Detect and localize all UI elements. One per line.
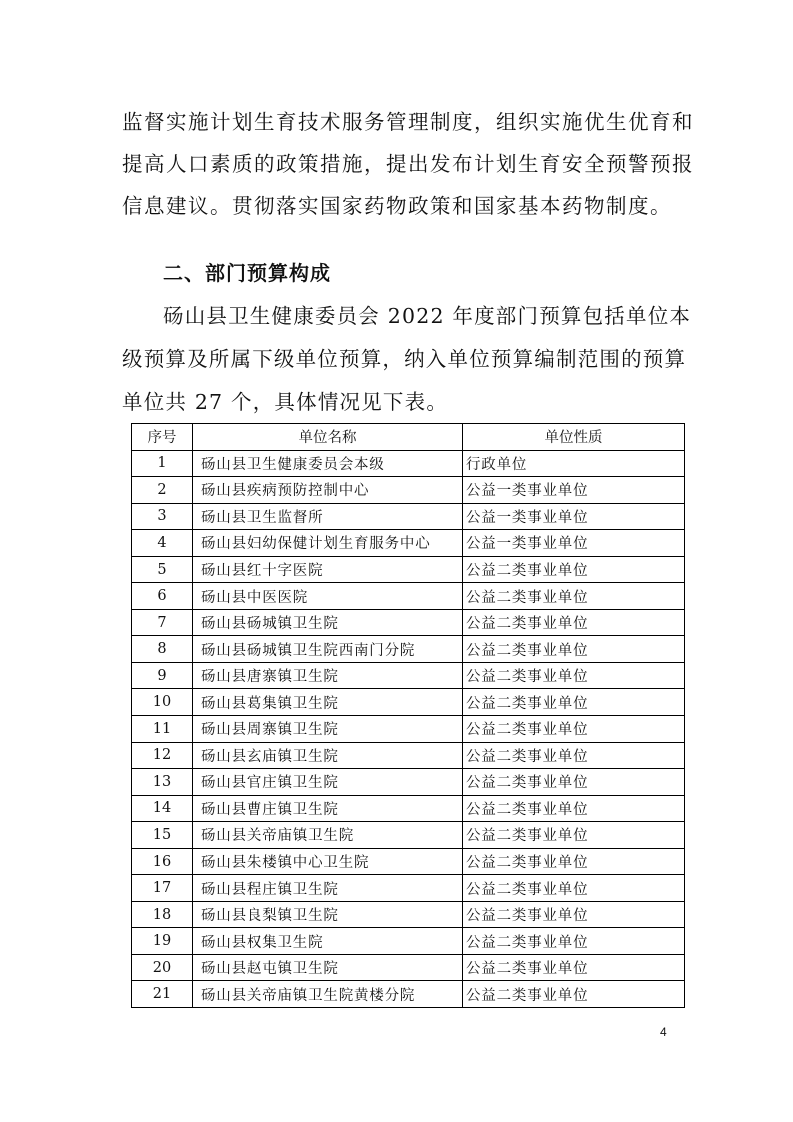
cell-serial-number: 18 bbox=[132, 901, 193, 928]
cell-serial-number: 21 bbox=[132, 981, 193, 1008]
page-number: 4 bbox=[660, 1025, 667, 1039]
table-row bbox=[132, 477, 685, 504]
section-line: 砀山县卫生健康委员会 2022 年度部门预算包括单位本 bbox=[163, 304, 692, 328]
cell-unit-nature: 公益二类事业单位 bbox=[463, 875, 685, 902]
table-row bbox=[132, 981, 685, 1008]
intro-line: 提高人口素质的政策措施，提出发布计划生育安全预警预报 bbox=[122, 152, 694, 176]
section-line: 级预算及所属下级单位预算，纳入单位预算编制范围的预算 bbox=[122, 347, 687, 371]
cell-unit-name: 砀山县疾病预防控制中心 bbox=[193, 477, 463, 504]
cell-unit-name: 砀山县卫生监督所 bbox=[193, 503, 463, 530]
table-row bbox=[132, 556, 685, 583]
cell-unit-name: 砀山县玄庙镇卫生院 bbox=[193, 742, 463, 769]
table-row bbox=[132, 928, 685, 955]
cell-unit-nature: 公益二类事业单位 bbox=[463, 716, 685, 743]
cell-serial-number: 20 bbox=[132, 954, 193, 981]
cell-unit-nature: 公益二类事业单位 bbox=[463, 556, 685, 583]
table-row bbox=[132, 450, 685, 477]
cell-unit-name: 砀山县赵屯镇卫生院 bbox=[193, 954, 463, 981]
table-row bbox=[132, 822, 685, 849]
cell-serial-number: 11 bbox=[132, 716, 193, 743]
intro-paragraph bbox=[122, 101, 694, 227]
section-line: 单位共 27 个，具体情况见下表。 bbox=[122, 390, 449, 414]
cell-serial-number: 16 bbox=[132, 848, 193, 875]
table-row bbox=[132, 954, 685, 981]
table-row bbox=[132, 662, 685, 689]
cell-unit-name: 砀山县曹庄镇卫生院 bbox=[193, 795, 463, 822]
table-row bbox=[132, 636, 685, 663]
cell-serial-number: 9 bbox=[132, 662, 193, 689]
cell-serial-number: 6 bbox=[132, 583, 193, 610]
table-row bbox=[132, 689, 685, 716]
cell-unit-nature: 公益一类事业单位 bbox=[463, 503, 685, 530]
table-row bbox=[132, 848, 685, 875]
cell-unit-name: 砀山县唐寨镇卫生院 bbox=[193, 662, 463, 689]
table-row bbox=[132, 609, 685, 636]
header-unit-name: 单位名称 bbox=[193, 424, 463, 451]
cell-unit-nature: 公益二类事业单位 bbox=[463, 769, 685, 796]
table-body bbox=[132, 450, 685, 1007]
header-unit-nature: 单位性质 bbox=[463, 424, 685, 451]
cell-unit-nature: 公益一类事业单位 bbox=[463, 477, 685, 504]
cell-unit-name: 砀山县关帝庙镇卫生院黄楼分院 bbox=[193, 981, 463, 1008]
cell-unit-name: 砀山县关帝庙镇卫生院 bbox=[193, 822, 463, 849]
cell-serial-number: 5 bbox=[132, 556, 193, 583]
cell-unit-name: 砀山县程庄镇卫生院 bbox=[193, 875, 463, 902]
cell-unit-name: 砀山县红十字医院 bbox=[193, 556, 463, 583]
cell-unit-nature: 公益二类事业单位 bbox=[463, 662, 685, 689]
cell-unit-name: 砀山县葛集镇卫生院 bbox=[193, 689, 463, 716]
cell-serial-number: 8 bbox=[132, 636, 193, 663]
section-paragraph bbox=[122, 295, 692, 424]
intro-line: 信息建议。贯彻落实国家药物政策和国家基本药物制度。 bbox=[122, 194, 672, 218]
cell-unit-name: 砀山县权集卫生院 bbox=[193, 928, 463, 955]
table-row bbox=[132, 795, 685, 822]
cell-unit-nature: 公益二类事业单位 bbox=[463, 609, 685, 636]
cell-unit-name: 砀山县中医医院 bbox=[193, 583, 463, 610]
table-row bbox=[132, 901, 685, 928]
cell-unit-name: 砀山县砀城镇卫生院西南门分院 bbox=[193, 636, 463, 663]
table-row bbox=[132, 530, 685, 557]
cell-unit-nature: 公益二类事业单位 bbox=[463, 583, 685, 610]
cell-serial-number: 19 bbox=[132, 928, 193, 955]
cell-unit-nature: 公益二类事业单位 bbox=[463, 689, 685, 716]
cell-unit-nature: 公益二类事业单位 bbox=[463, 742, 685, 769]
table-row bbox=[132, 716, 685, 743]
cell-serial-number: 2 bbox=[132, 477, 193, 504]
table-row bbox=[132, 875, 685, 902]
intro-line: 监督实施计划生育技术服务管理制度，组织实施优生优育和 bbox=[122, 110, 694, 134]
cell-unit-name: 砀山县卫生健康委员会本级 bbox=[193, 450, 463, 477]
table-row bbox=[132, 583, 685, 610]
cell-unit-nature: 公益二类事业单位 bbox=[463, 901, 685, 928]
cell-serial-number: 4 bbox=[132, 530, 193, 557]
cell-unit-name: 砀山县周寨镇卫生院 bbox=[193, 716, 463, 743]
cell-serial-number: 12 bbox=[132, 742, 193, 769]
budget-units-table bbox=[131, 423, 685, 1008]
cell-serial-number: 13 bbox=[132, 769, 193, 796]
cell-unit-nature: 公益二类事业单位 bbox=[463, 954, 685, 981]
cell-unit-nature: 公益二类事业单位 bbox=[463, 795, 685, 822]
section-heading: 二、部门预算构成 bbox=[163, 261, 331, 285]
header-serial-number: 序号 bbox=[132, 424, 193, 451]
cell-unit-nature: 公益二类事业单位 bbox=[463, 822, 685, 849]
cell-unit-nature: 行政单位 bbox=[463, 450, 685, 477]
cell-unit-name: 砀山县良梨镇卫生院 bbox=[193, 901, 463, 928]
cell-unit-nature: 公益一类事业单位 bbox=[463, 530, 685, 557]
cell-unit-name: 砀山县妇幼保健计划生育服务中心 bbox=[193, 530, 463, 557]
cell-unit-nature: 公益二类事业单位 bbox=[463, 636, 685, 663]
cell-unit-name: 砀山县官庄镇卫生院 bbox=[193, 769, 463, 796]
cell-serial-number: 17 bbox=[132, 875, 193, 902]
table-row bbox=[132, 742, 685, 769]
cell-serial-number: 14 bbox=[132, 795, 193, 822]
cell-serial-number: 10 bbox=[132, 689, 193, 716]
cell-unit-nature: 公益二类事业单位 bbox=[463, 848, 685, 875]
table-header-row bbox=[132, 424, 685, 451]
cell-serial-number: 7 bbox=[132, 609, 193, 636]
cell-serial-number: 1 bbox=[132, 450, 193, 477]
table-row bbox=[132, 503, 685, 530]
cell-serial-number: 3 bbox=[132, 503, 193, 530]
cell-unit-nature: 公益二类事业单位 bbox=[463, 928, 685, 955]
cell-unit-name: 砀山县朱楼镇中心卫生院 bbox=[193, 848, 463, 875]
cell-unit-nature: 公益二类事业单位 bbox=[463, 981, 685, 1008]
cell-unit-name: 砀山县砀城镇卫生院 bbox=[193, 609, 463, 636]
cell-serial-number: 15 bbox=[132, 822, 193, 849]
table-row bbox=[132, 769, 685, 796]
